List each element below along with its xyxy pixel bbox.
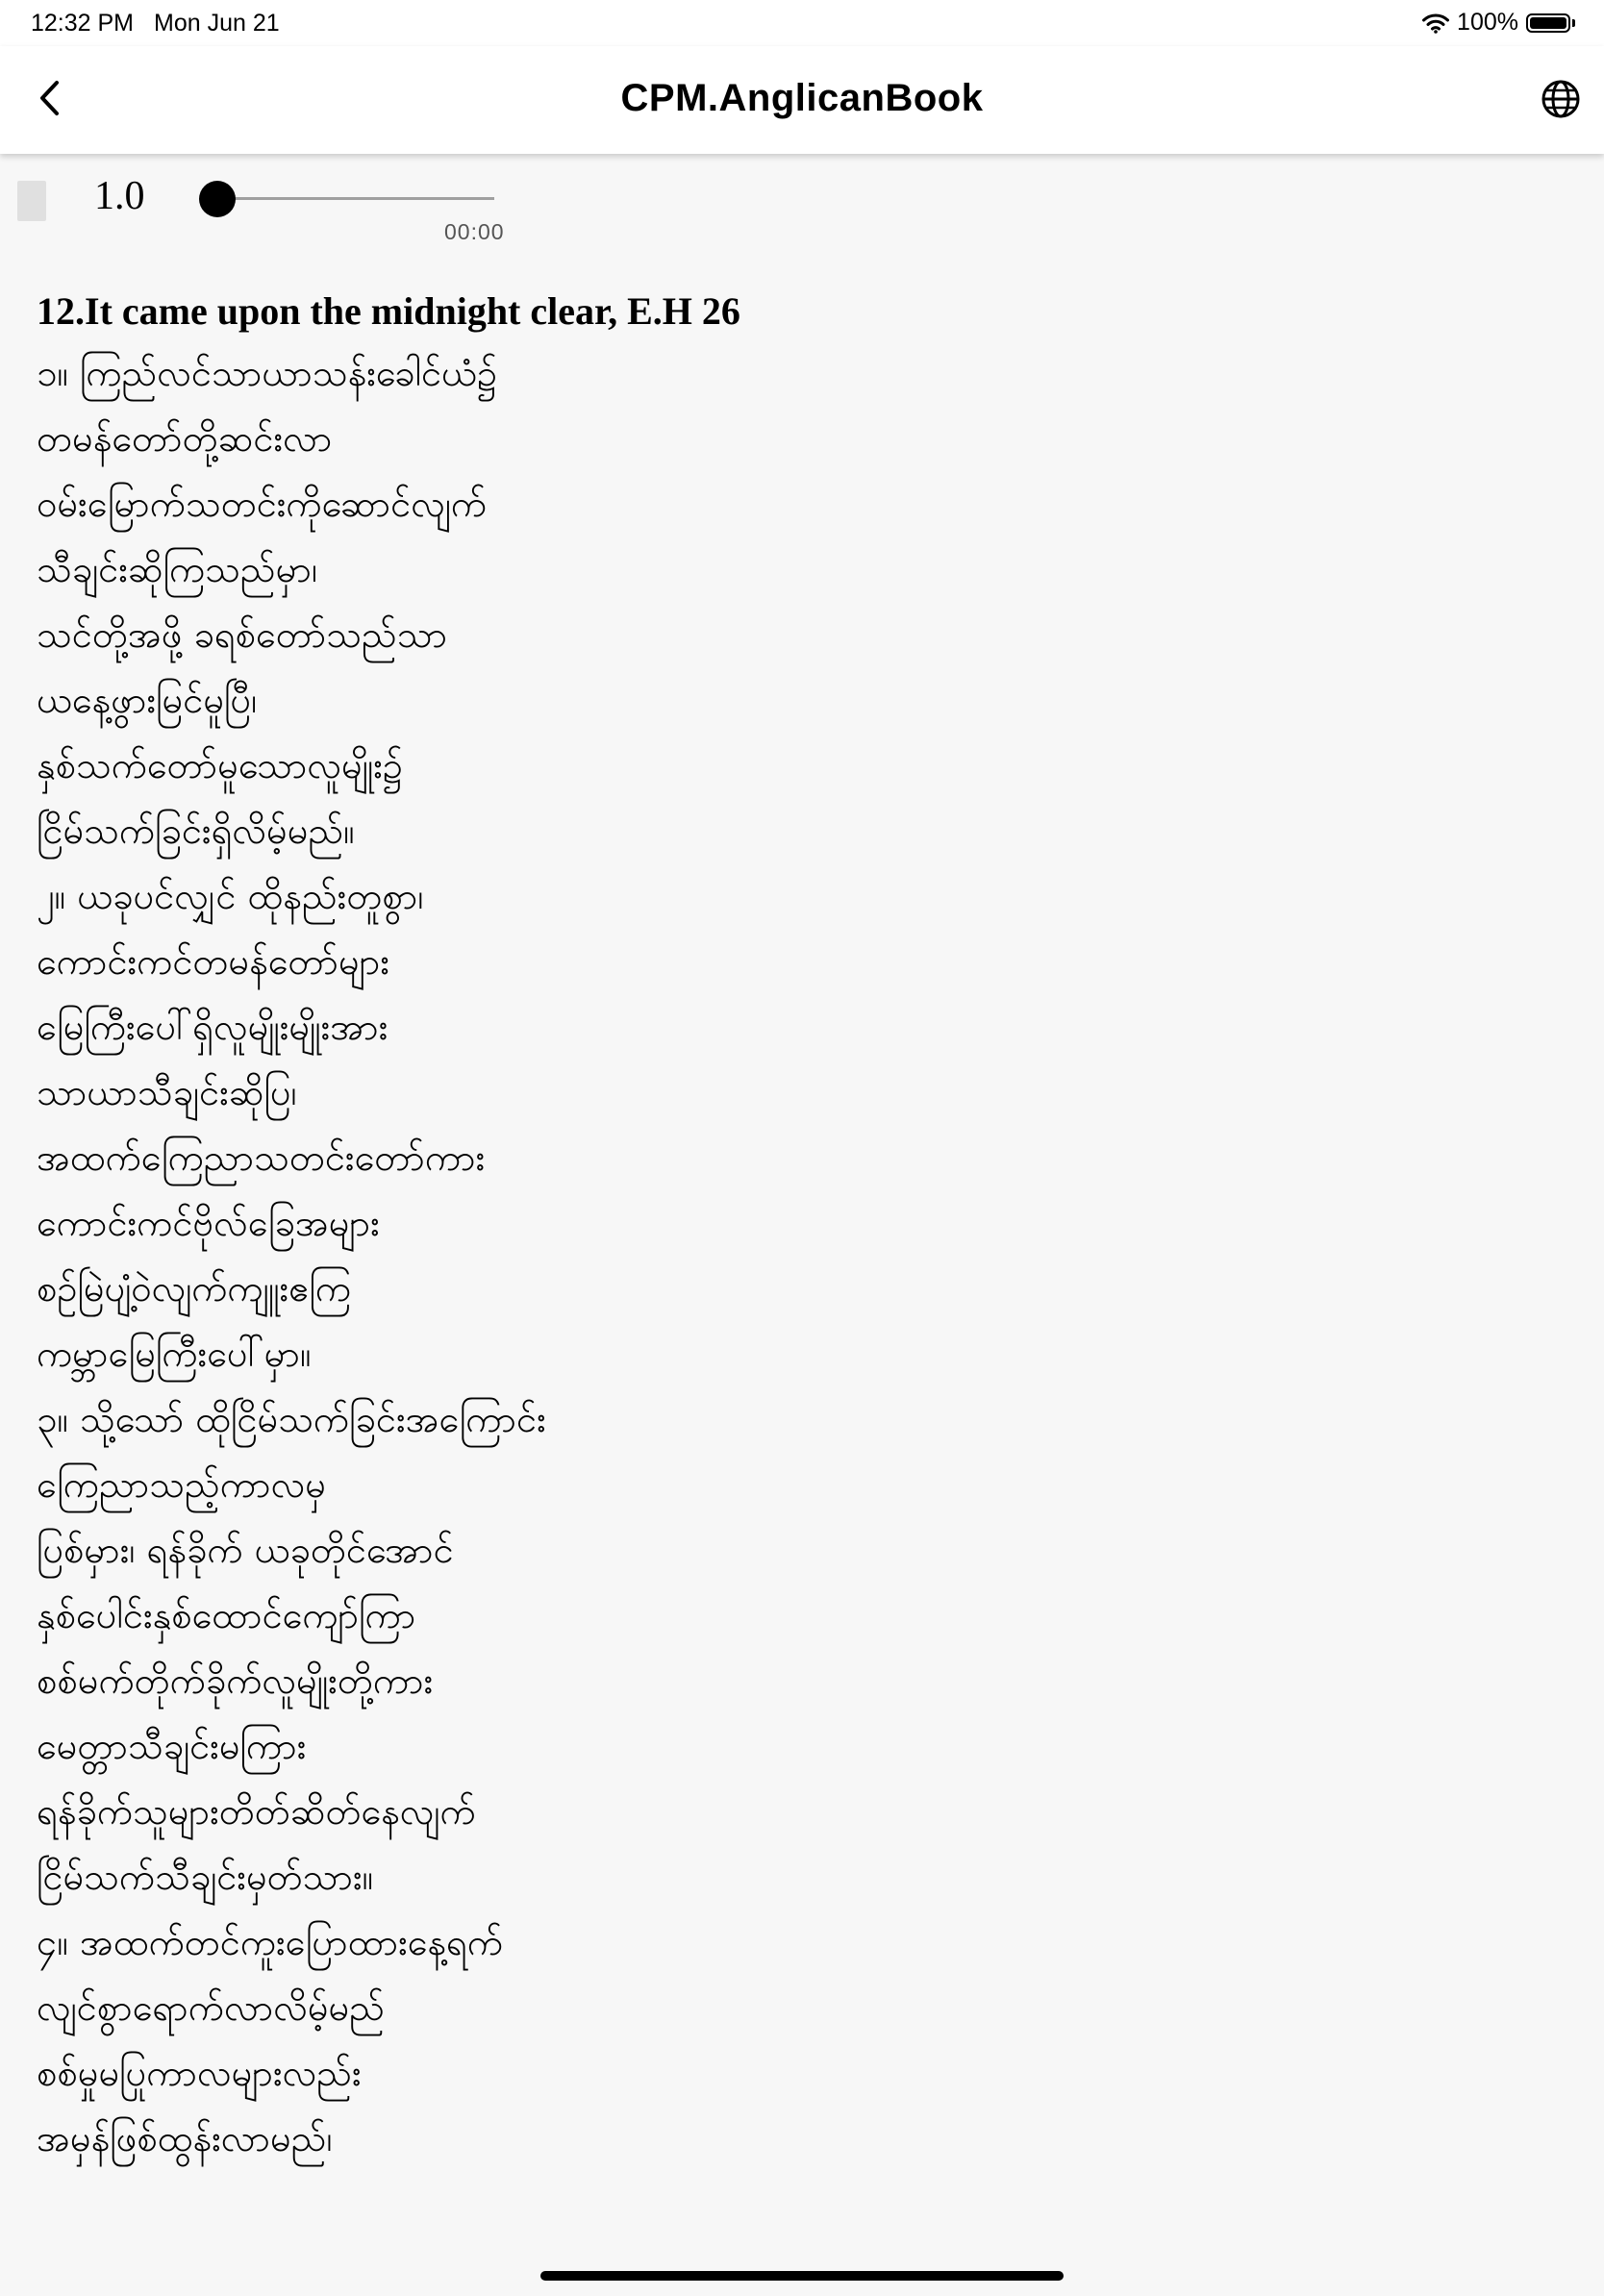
- lyric-line: လျင်စွာရောက်လာလိမ့်မည်: [37, 1986, 386, 2029]
- lyric-line: ကောင်းကင်ဗိုလ်ခြေအများ: [37, 1202, 380, 1244]
- progress-slider-track[interactable]: [217, 197, 494, 200]
- page-title: CPM.AnglicanBook: [620, 77, 984, 119]
- lyric-line: ကောင်းကင်တမန်တော်များ: [37, 940, 390, 983]
- lyric-line: ရန်ခိုက်သူများတိတ်ဆိတ်နေလျက်: [37, 1790, 476, 1833]
- wifi-icon: [1422, 12, 1449, 34]
- lyric-line: မြေကြီးပေါ်ရှိလူမျိုးမျိုးအား: [37, 1006, 388, 1048]
- status-date: Mon Jun 21: [154, 10, 280, 37]
- lyric-line: သီချင်းဆိုကြသည်မှာ၊: [37, 548, 317, 590]
- lyric-line: စစ်မက်တိုက်ခိုက်လူမျိုးတို့ကား: [37, 1660, 434, 1702]
- hymn-title: 12.It came upon the midnight clear, E.H 26: [37, 289, 740, 333]
- lyric-line: ကမ္ဘာမြေကြီးပေါ်မှာ။: [37, 1333, 312, 1375]
- lyric-line: ၂။ ယခုပင်လျှင် ထိုနည်းတူစွာ၊: [37, 875, 424, 917]
- lyric-line: ကြေညာသည့်ကာလမှ: [37, 1463, 326, 1506]
- lyric-line: အထက်ကြေညာသတင်းတော်ကား: [37, 1136, 486, 1179]
- hymn-lyrics: [37, 340, 1556, 2171]
- battery-percent: 100%: [1457, 9, 1518, 36]
- lyric-line: မေတ္တာသီချင်းမကြား: [37, 1725, 307, 1767]
- lyric-line: ယနေ့ဖွားမြင်မူပြီ၊: [37, 679, 258, 721]
- lyric-line: ငြိမ်သက်သီချင်းမှတ်သား။: [37, 1856, 374, 1898]
- status-indicators: [1422, 9, 1575, 37]
- lyric-line: နှစ်ပေါင်းနှစ်ထောင်ကျော်ကြာ: [37, 1594, 416, 1636]
- lyric-line: သင်တို့အဖို့ ခရစ်တော်သည်သာ: [37, 613, 448, 656]
- lyric-line: သာယာသီချင်းဆိုပြ၊: [37, 1071, 297, 1113]
- status-bar: [0, 0, 1604, 46]
- hymn-content: [37, 283, 1556, 2171]
- battery-tip: [1572, 19, 1575, 27]
- lyric-line: ပြစ်မှား၊ ရန်ခိုက် ယခုတိုင်အောင်: [37, 1529, 454, 1571]
- globe-icon: [1541, 79, 1581, 119]
- lyric-line: တမန်တော်တို့ဆင်းလာ: [37, 417, 333, 460]
- progress-slider-thumb[interactable]: [199, 181, 236, 217]
- lyric-line: နှစ်သက်တော်မူသောလူမျိုး၌: [37, 744, 403, 786]
- lyric-line: ၃။ သို့သော် ထိုငြိမ်သက်ခြင်းအကြောင်း: [37, 1398, 546, 1440]
- lyric-line: ဝမ်းမြောက်သတင်းကိုဆောင်လျက်: [37, 483, 488, 525]
- playback-speed[interactable]: 1.0: [94, 174, 145, 218]
- language-button[interactable]: [1537, 75, 1585, 123]
- lyric-line: ငြိမ်သက်ခြင်းရှိလိမ့်မည်။: [37, 810, 355, 852]
- elapsed-time: 00:00: [444, 219, 505, 244]
- lyric-line: အမှန်ဖြစ်ထွန်းလာမည်၊: [37, 2117, 333, 2159]
- play-button[interactable]: [17, 181, 46, 221]
- audio-player: [0, 163, 1604, 260]
- lyric-line: ၁။ ကြည်လင်သာယာသန်းခေါင်ယံ၌: [37, 352, 498, 394]
- lyric-line: စဉ်မြဲပျံ့ဝဲလျက်ကျူးဧကြ: [37, 1267, 352, 1310]
- home-indicator: [540, 2271, 1064, 2281]
- battery-icon: [1526, 13, 1570, 33]
- navigation-bar: [0, 46, 1604, 154]
- lyric-line: စစ်မှုမပြုကာလများလည်း: [37, 2052, 362, 2094]
- lyric-line: ၄။ အထက်တင်ကူးပြောထားနေ့ရက်: [37, 1921, 504, 1963]
- status-time: 12:32 PM: [31, 10, 135, 37]
